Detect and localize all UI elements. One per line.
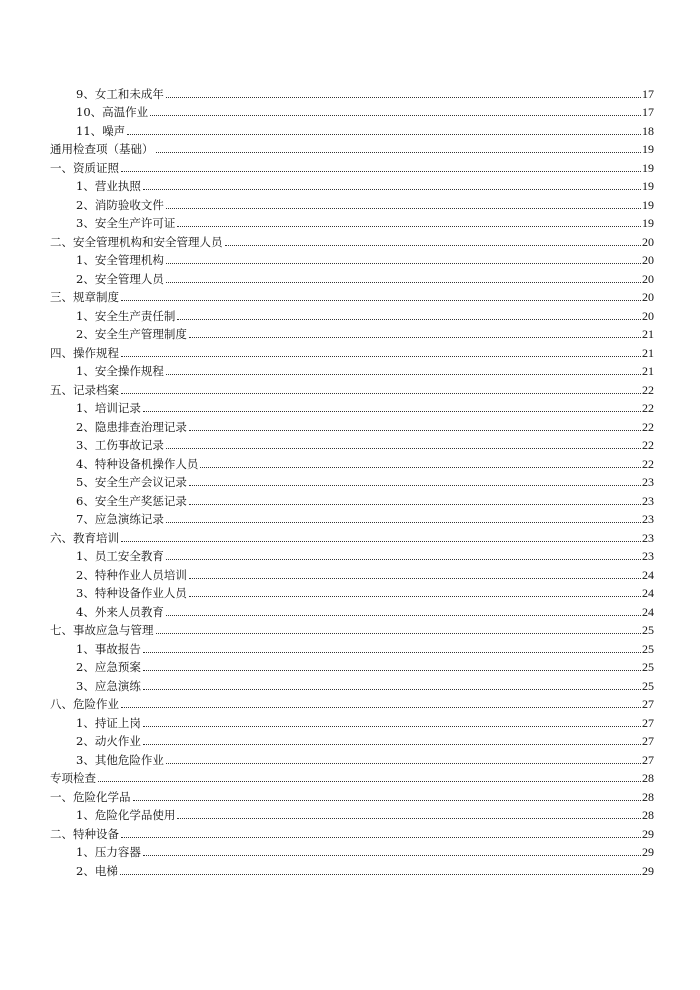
toc-entry-label: 七、事故应急与管理 [50,623,154,637]
toc-entry[interactable] [50,304,654,323]
dot-leader [121,706,641,708]
toc-entry-page-number: 29 [642,845,654,859]
dot-leader [98,780,641,782]
toc-entry-page-number: 27 [642,734,654,748]
toc-entry-label: 5、安全生产会议记录 [76,475,187,489]
toc-entry[interactable] [50,711,654,730]
toc-entry[interactable] [50,138,654,157]
toc-entry-page-number: 19 [642,197,654,212]
dot-leader [166,614,641,616]
toc-entry[interactable] [50,582,654,601]
toc-entry[interactable] [50,212,654,231]
dot-leader [143,725,641,727]
toc-entry[interactable] [50,286,654,305]
toc-entry-page-number: 24 [642,567,654,582]
dot-leader [143,410,641,412]
toc-entry-page-number: 27 [642,715,654,730]
toc-entry-page-number: 24 [642,586,654,600]
toc-entry[interactable] [50,526,654,545]
toc-entry-label: 2、动火作业 [76,734,141,748]
toc-entry[interactable] [50,249,654,268]
toc-entry-page-number: 20 [642,290,654,304]
toc-entry-page-number: 25 [642,678,654,693]
toc-entry[interactable] [50,156,654,175]
toc-entry-label: 1、持证上岗 [76,715,141,730]
toc-entry-label: 二、特种设备 [50,826,119,841]
toc-entry-page-number: 22 [642,456,654,471]
toc-entry[interactable] [50,397,654,416]
toc-entry-page-number: 29 [642,863,654,878]
toc-entry[interactable] [50,859,654,878]
dot-leader [121,540,641,542]
toc-entry-page-number: 18 [642,123,654,138]
dot-leader [150,114,641,116]
dot-leader [143,688,641,690]
toc-entry-label: 四、操作规程 [50,345,119,360]
toc-entry-page-number: 25 [642,641,654,656]
toc-entry[interactable] [50,82,654,101]
toc-entry-label: 3、其他危险作业 [76,752,164,767]
toc-entry[interactable] [50,748,654,767]
toc-entry-label: 2、隐患排查治理记录 [76,419,187,434]
toc-entry-page-number: 21 [642,327,654,341]
toc-entry-page-number: 23 [642,530,654,545]
dot-leader [121,355,641,357]
toc-entry-label: 2、特种作业人员培训 [76,567,187,582]
toc-entry-label: 专项检查 [50,771,96,785]
dot-leader [166,262,641,264]
dot-leader [156,151,642,153]
toc-entry-page-number: 22 [642,382,654,397]
dot-leader [166,558,641,560]
toc-entry-label: 11、噪声 [76,123,126,138]
dot-leader [189,595,641,597]
toc-entry-page-number: 19 [642,179,654,193]
toc-entry[interactable] [50,323,654,342]
toc-entry-label: 五、记录档案 [50,382,119,397]
toc-entry-page-number: 24 [642,604,654,619]
dot-leader [166,373,641,375]
toc-entry-label: 1、安全操作规程 [76,364,164,378]
toc-entry-label: 六、教育培训 [50,530,119,545]
toc-entry[interactable] [50,267,654,286]
dot-leader [121,836,641,838]
toc-entry[interactable] [50,619,654,638]
toc-entry[interactable] [50,341,654,360]
toc-entry[interactable] [50,360,654,379]
toc-entry[interactable] [50,563,654,582]
toc-entry-label: 4、特种设备机操作人员 [76,456,199,471]
toc-entry[interactable] [50,785,654,804]
toc-entry-label: 6、安全生产奖惩记录 [76,493,187,508]
toc-entry-page-number: 21 [642,364,654,378]
dot-leader [143,669,641,671]
toc-entry-page-number: 20 [642,271,654,286]
dot-leader [189,336,641,338]
toc-entry-label: 7、应急演练记录 [76,512,164,526]
dot-leader [143,188,641,190]
toc-entry-label: 1、营业执照 [76,179,141,193]
toc-entry[interactable] [50,545,654,564]
toc-entry-page-number: 22 [642,438,654,452]
toc-entry[interactable] [50,415,654,434]
toc-entry-page-number: 23 [642,512,654,526]
toc-entry-label: 1、事故报告 [76,641,141,656]
toc-entry-label: 2、应急预案 [76,660,141,674]
toc-entry[interactable] [50,230,654,249]
toc-entry[interactable] [50,637,654,656]
toc-entry-page-number: 21 [642,345,654,360]
table-of-contents [50,82,654,878]
dot-leader [166,207,641,209]
toc-entry-label: 1、危险化学品使用 [76,808,176,822]
dot-leader [189,484,641,486]
toc-entry-page-number: 23 [642,475,654,489]
dot-leader [127,133,641,135]
dot-leader [177,225,641,227]
toc-entry[interactable] [50,600,654,619]
toc-entry[interactable] [50,693,654,712]
toc-entry[interactable] [50,175,654,194]
toc-entry[interactable] [50,434,654,453]
dot-leader [189,503,641,505]
toc-entry-label: 4、外来人员教育 [76,604,164,619]
toc-entry[interactable] [50,489,654,508]
toc-entry-page-number: 22 [642,419,654,434]
dot-leader [200,466,641,468]
toc-entry[interactable] [50,452,654,471]
dot-leader [166,281,641,283]
toc-entry-label: 3、应急演练 [76,678,141,693]
dot-leader [143,651,641,653]
toc-entry[interactable] [50,841,654,860]
toc-entry[interactable] [50,656,654,675]
toc-entry[interactable] [50,804,654,823]
toc-entry[interactable] [50,767,654,786]
toc-entry-page-number: 20 [642,308,654,323]
dot-leader [166,96,641,98]
toc-entry-label: 二、安全管理机构和安全管理人员 [50,234,223,249]
toc-entry[interactable] [50,101,654,120]
toc-entry[interactable] [50,193,654,212]
dot-leader [156,632,642,634]
dot-leader [121,392,641,394]
toc-entry-label: 三、规章制度 [50,290,119,304]
toc-entry-label: 3、工伤事故记录 [76,438,164,452]
toc-entry-label: 1、安全生产责任制 [76,308,176,323]
toc-entry-label: 通用检查项（基础） [50,142,154,156]
toc-entry[interactable] [50,471,654,490]
toc-entry-label: 2、电梯 [76,863,118,878]
dot-leader [143,854,641,856]
toc-entry-page-number: 19 [642,160,654,175]
toc-entry[interactable] [50,508,654,527]
toc-entry-label: 八、危险作业 [50,697,119,711]
toc-entry-page-number: 19 [642,142,654,156]
toc-entry-label: 1、安全管理机构 [76,253,164,267]
toc-entry[interactable] [50,674,654,693]
dot-leader [177,318,641,320]
toc-entry-label: 一、危险化学品 [50,789,131,804]
dot-leader [133,799,642,801]
dot-leader [166,447,641,449]
toc-entry-label: 10、高温作业 [76,105,149,119]
toc-entry-page-number: 27 [642,697,654,711]
toc-entry-page-number: 27 [642,752,654,767]
toc-entry-page-number: 17 [642,105,654,119]
toc-entry-label: 9、女工和未成年 [76,86,164,101]
toc-entry-page-number: 23 [642,549,654,563]
dot-leader [225,244,642,246]
toc-entry[interactable] [50,730,654,749]
dot-leader [143,743,641,745]
toc-entry-page-number: 25 [642,660,654,674]
dot-leader [166,521,641,523]
dot-leader [120,873,641,875]
dot-leader [177,817,641,819]
toc-entry-label: 3、特种设备作业人员 [76,586,187,600]
toc-entry-label: 2、安全管理人员 [76,271,164,286]
toc-entry-page-number: 19 [642,216,654,230]
toc-entry-page-number: 20 [642,253,654,267]
toc-entry-page-number: 28 [642,771,654,785]
dot-leader [166,762,641,764]
dot-leader [189,577,641,579]
toc-entry-page-number: 17 [642,86,654,101]
toc-entry-label: 3、安全生产许可证 [76,216,176,230]
toc-entry-page-number: 23 [642,493,654,508]
toc-entry[interactable] [50,822,654,841]
dot-leader [189,429,641,431]
toc-entry-label: 1、培训记录 [76,401,141,415]
dot-leader [121,299,641,301]
toc-entry[interactable] [50,119,654,138]
toc-entry-label: 1、压力容器 [76,845,141,859]
toc-entry-page-number: 28 [642,789,654,804]
toc-entry[interactable] [50,378,654,397]
toc-entry-page-number: 22 [642,401,654,415]
toc-entry-page-number: 29 [642,826,654,841]
toc-entry-label: 2、安全生产管理制度 [76,327,187,341]
toc-entry-label: 1、员工安全教育 [76,549,164,563]
toc-entry-label: 一、资质证照 [50,160,119,175]
toc-entry-page-number: 28 [642,808,654,822]
dot-leader [121,170,641,172]
toc-entry-page-number: 25 [642,623,654,637]
toc-entry-page-number: 20 [642,234,654,249]
toc-entry-label: 2、消防验收文件 [76,197,164,212]
